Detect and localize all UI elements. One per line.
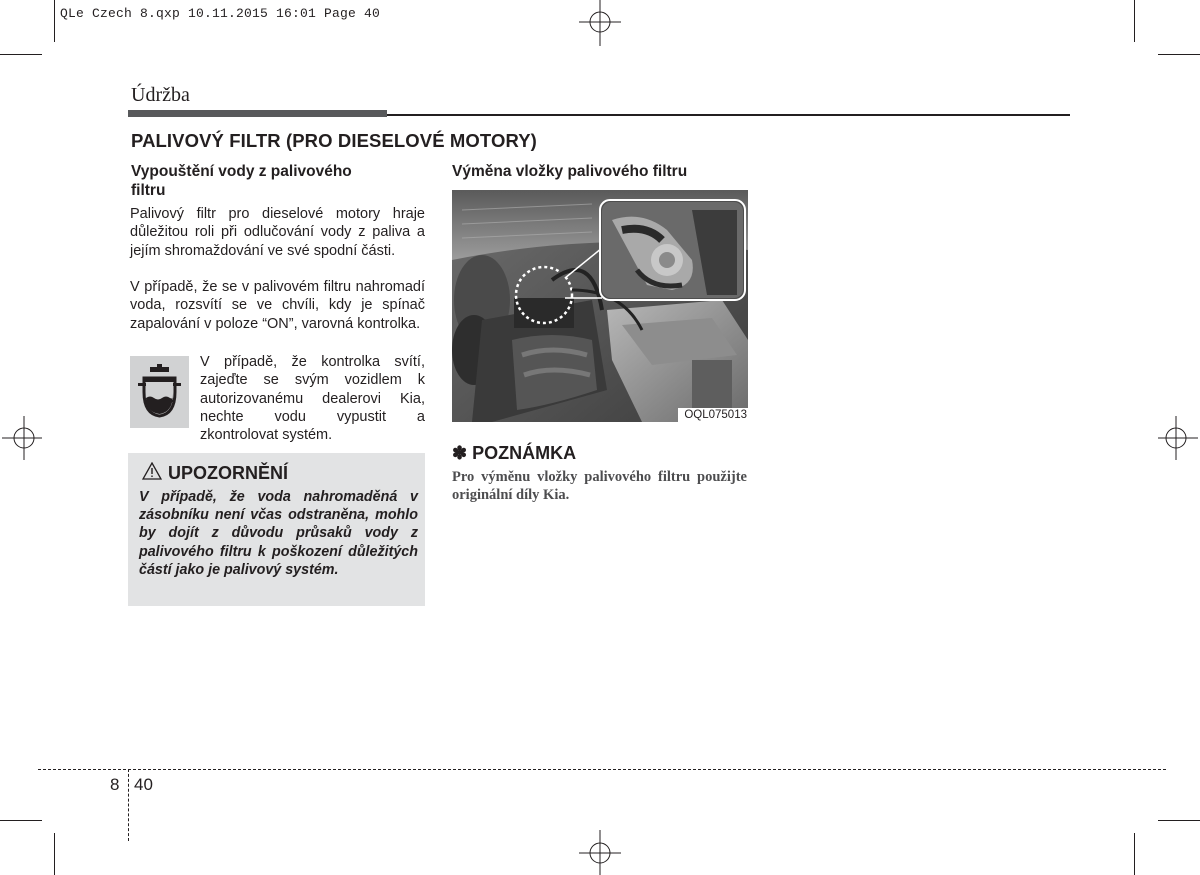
chapter-number: 8 [110,775,120,794]
left-subheading [131,162,431,200]
crop-mark [54,0,55,42]
footer-divider [128,769,129,841]
crop-mark [1134,833,1135,875]
left-subheading-line-1: Vypouštění vody z palivového [131,163,352,180]
note-text: Pro výměnu vložky palivového filtru použijte originální díly Kia. [452,469,747,503]
registration-mark-icon [575,828,625,875]
registration-mark-icon [575,0,625,48]
note-symbol-icon: ✽ [452,443,468,463]
page-heading: PALIVOVÝ FILTR (PRO DIESELOVÉ MOTORY) [131,130,537,151]
note-title [452,443,576,464]
engine-bay-photo [452,190,748,422]
engine-bay-illustration [452,190,748,422]
crop-mark [54,833,55,875]
footer-rule [38,769,1166,770]
photo-code: OQL075013 [678,408,748,422]
caution-title-text: UPOZORNĚNÍ [168,463,289,483]
note-title-text: POZNÁMKA [472,443,577,463]
header-bar [128,110,387,117]
left-subheading-line-2: filtru [131,182,166,199]
caution-title [142,462,288,484]
crop-mark [0,54,42,55]
right-subheading: Výměna vložky palivového filtru [452,163,688,180]
registration-mark-icon [0,413,42,463]
crop-mark [1158,820,1200,821]
paragraph-intro: Palivový filtr pro dieselové motory hraje důležitou roli při odlučování vody z paliva a jejím shromaždování ve své spodní části. [130,206,425,259]
page-number: 40 [134,775,153,794]
crop-mark [1134,0,1135,42]
paragraph-light-on: V případě, že kontrolka svítí, zajeďte se svým vozidlem k autorizovanému dealerovi Kia, nechte vodu vypustit a zkontrolovat systém. [200,354,425,444]
section-title: Údržba [131,84,190,106]
caution-text: V případě, že voda nahromaděná v zásobníku není včas odstraněna, mohlo by dojít z důvodu průsaků vody z palivového filtru k poškození důležitých částí jako je palivový systém. [139,489,418,578]
header-rule [387,114,1070,116]
print-slug: QLe Czech 8.qxp 10.11.2015 16:01 Page 40 [60,6,381,21]
crop-mark [1158,54,1200,55]
paragraph-water-warning: V případě, že se v palivovém filtru nahromadí voda, rozsvítí se ve chvíli, kdy je spínač zapalování v poloze “ON”, varovná kontrolka. [130,279,425,332]
registration-mark-icon [1158,413,1200,463]
warning-triangle-icon [142,462,162,480]
water-in-fuel-warning-icon [130,356,189,428]
crop-mark [0,820,42,821]
